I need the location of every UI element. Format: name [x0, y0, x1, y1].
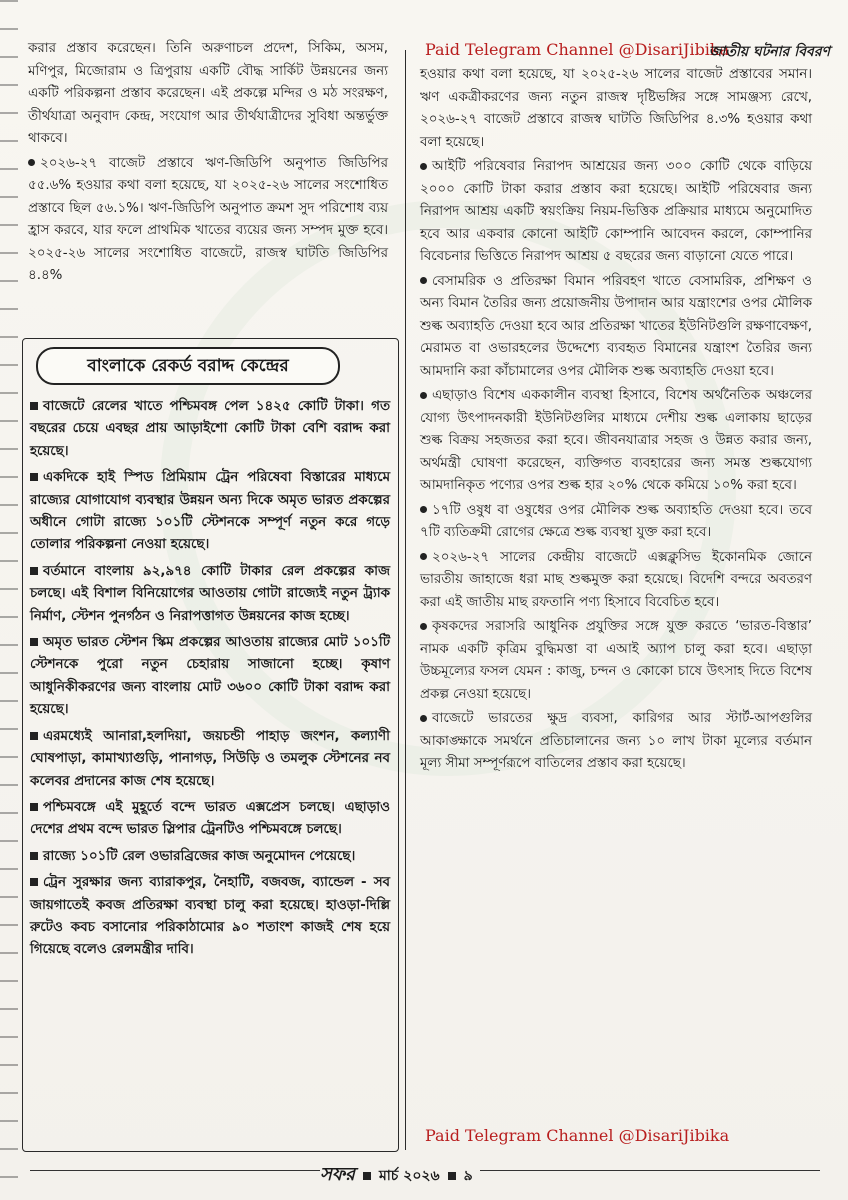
box-item: এরমধ্যেই আনারা,হলদিয়া, জয়চন্ডী পাহাড় জংশন, কল্যাণী ঘোষপাড়া, কামাখ্যাগুড়ি, পানাগড়, সিউড়ি ও তমলুক স্টেশনের নব কলেবর প্রদানের কাজ শেষ হয়েছে। [30, 728, 390, 789]
issue-month: মার্চ ২০২৬ [378, 1167, 440, 1184]
left-column-top [28, 38, 388, 290]
square-bullet-icon [30, 803, 38, 811]
box-item: রাজ্যে ১০১টি রেল ওভারব্রিজের কাজ অনুমোদন পেয়েছে। [30, 846, 390, 868]
watermark-top: Paid Telegram Channel @DisariJibika [425, 40, 730, 59]
box-title: বাংলাকে রেকর্ড বরাদ্দ কেন্দ্রের [36, 347, 340, 385]
square-bullet-icon [30, 567, 38, 575]
box-item: বর্তমানে বাংলায় ৯২,৯৭৪ কোটি টাকার রেল প্রকল্পের কাজ চলছে। এই বিশাল বিনিয়োগের আওতায় গোটা রাজ্যেই নতুন ট্র্যাক নির্মাণ, স্টেশন পুনর্গঠন ও নিরাপত্তাগত উন্নয়নের কাজ হচ্ছে। [30, 563, 390, 624]
footer [320, 1160, 473, 1191]
box-item: অমৃত ভারত স্টেশন স্কিম প্রকল্পের আওতায় রাজ্যের মোট ১০১টি স্টেশনকে পুরো নতুন চেহারায় সাজানো হচ্ছে। কৃষাণ আধুনিকীকরণের জন্য বাংলায় মোট ৩৬০০ কোটি টাকা বরাদ্দ করা হয়েছে। [30, 635, 390, 718]
bullet-icon [420, 506, 427, 513]
bullet-icon [420, 392, 427, 399]
square-bullet-icon [30, 473, 38, 481]
square-bullet-icon [30, 638, 38, 646]
bullet-icon [28, 159, 35, 166]
bullet-icon [420, 277, 427, 284]
square-bullet-icon [30, 732, 38, 740]
paragraph: কৃষকদের সরাসরি আধুনিক প্রযুক্তির সঙ্গে যুক্ত করতে ‘ভারত-বিস্তার’ নামক একটি কৃত্রিম বুদ্ধিমত্তা বা এআই অ্যাপ চালু করা হবে। এছাড়া উচ্চমূল্যের ফসল যেমন : কাজু, চন্দন ও কোকো চাষে উৎসাহ দিতে বিশেষ প্রকল্প নেওয়া হয়েছে। [420, 619, 812, 702]
bullet-icon [420, 163, 427, 170]
scan-edge [0, 0, 18, 1200]
paragraph: করার প্রস্তাব করেছেন। তিনি অরুণাচল প্রদেশ, সিকিম, অসম, মণিপুর, মিজোরাম ও ত্রিপুরায় একটি বৌদ্ধ সার্কিট উন্নয়নের জন্য একটি পরিকল্পনা প্রস্তাব করেছেন। এই প্রকল্পে মন্দির ও মঠ সংরক্ষণ, তীর্থযাত্রা অনুবাদ কেন্দ্র, সংযোগ আর তীর্থযাত্রীদের সুবিধা অন্তর্ভুক্ত থাকবে। [28, 41, 388, 146]
footer-rule-left [30, 1170, 320, 1171]
paragraph: ১৭টি ওষুধ বা ওষুধের ওপর মৌলিক শুল্ক অব্যাহতি দেওয়া হবে। তবে ৭টি ব্যতিক্রমী রোগের ক্ষেত্রে শুল্ক ব্যবস্থা যুক্ত করা হবে। [420, 502, 812, 540]
paragraph: বাজেটে ভারতের ক্ষুদ্র ব্যবসা, কারিগর আর স্টার্ট-আপগুলির আকাঙ্ক্ষাকে সমর্থনে প্রতিচালানের জন্য ১০ লাখ টাকা মূল্যের বর্তমান মূল্য সীমা সম্পূর্ণরূপে বাতিলের প্রস্তাব করা হয়েছে। [420, 711, 812, 771]
paragraph: আইটি পরিষেবার নিরাপদ আশ্রয়ের জন্য ৩০০ কোটি থেকে বাড়িয়ে ২০০০ কোটি টাকা করার প্রস্তাব করা হয়েছে। আইটি পরিষেবার জন্য নিরাপদ আশ্রয় একটি স্বয়ংক্রিয় নিয়ম-ভিত্তিক প্রক্রিয়ার মাধ্যমে অনুমোদিত হবে আর একবার কোনো আইটি কোম্পানি আবেদন করলে, কোম্পানির বিবেচনার ভিত্তিতে নিরাপদ আশ্রয় ৫ বছরের জন্য বাড়ানো যেতে পারে। [420, 159, 812, 264]
box-body [30, 396, 390, 966]
page-number: ৯ [463, 1167, 473, 1184]
footer-rule-right [480, 1170, 820, 1171]
paragraph: হওয়ার কথা বলা হয়েছে, যা ২০২৫-২৬ সালের বাজেট প্রস্তাবের সমান। ঋণ একত্রীকরণের জন্য নতুন রাজস্ব দৃষ্টিভঙ্গির সঙ্গে সামঞ্জস্য রেখে, ২০২৬-২৭ বাজেট প্রস্তাবে রাজস্ব ঘাটতি জিডিপির ৪.৩% হওয়ার কথা বলা হয়েছে। [420, 67, 812, 150]
separator-icon [448, 1172, 456, 1180]
column-divider [405, 50, 406, 1150]
watermark-bottom: Paid Telegram Channel @DisariJibika [425, 1126, 730, 1145]
bullet-icon [420, 553, 427, 560]
square-bullet-icon [30, 878, 38, 886]
paragraph: ২০২৬-২৭ সালের কেন্দ্রীয় বাজেটে এক্সক্লুসিভ ইকোনমিক জোনে ভারতীয় জাহাজে ধরা মাছ শুল্কমুক্ত করা হয়েছে। বিদেশি বন্দরে অবতরণ করা এই জাতীয় মাছ রফতানি পণ্য হিসাবে বিবেচিত হবে। [420, 549, 812, 610]
box-item: ট্রেন সুরক্ষার জন্য ব্যারাকপুর, নৈহাটি, বজবজ, ব্যান্ডেল - সব জায়গাতেই কবজ প্রতিরক্ষা ব্যবস্থা চালু করা হয়েছে। হাওড়া-দিল্লি রুটেও কবচ বসানোর পরিকাঠামোর ৯০ শতাংশ কাজই শেষ হয়ে গিয়েছে বলেও রেলমন্ত্রীর দাবি। [30, 875, 390, 958]
paragraph: ২০২৬-২৭ বাজেট প্রস্তাবে ঋণ-জিডিপি অনুপাত জিডিপির ৫৫.৬% হওয়ার কথা বলা হয়েছে, যা ২০২৫-২৬ সালের সংশোধিত প্রস্তাবে ছিল ৫৬.১%। ঋণ-জিডিপি অনুপাত ক্রমশ সুদ পরিশোধ ব্যয় হ্রাস করবে, যার ফলে প্রাথমিক খাতের ব্যয়ের জন্য সম্পদ মুক্ত হবে। ২০২৫-২৬ সালের সংশোধিত বাজেটে, রাজস্ব ঘাটতি জিডিপির ৪.৪% [28, 155, 388, 283]
section-title: জাতীয় ঘটনার বিবরণ [708, 44, 830, 60]
separator-icon [363, 1172, 371, 1180]
paragraph: এছাড়াও বিশেষ এককালীন ব্যবস্থা হিসাবে, বিশেষ অর্থনৈতিক অঞ্চলের যোগ্য উৎপাদনকারী ইউনিটগুলির মাধ্যমে দেশীয় শুল্ক এলাকায় ছাড়ের শুল্ক বিক্রয় সহজতর করা হবে। জীবনযাত্রার সহজ ও উন্নত করার জন্য, অর্থমন্ত্রী ঘোষণা করেছেন, ব্যক্তিগত ব্যবহারের জন্য সমস্ত শুল্কযোগ্য আমদানিকৃত পণ্যের ওপর শুল্ক হার ২০% থেকে কমিয়ে ১০% করা হবে। [420, 388, 812, 493]
square-bullet-icon [30, 852, 38, 860]
square-bullet-icon [30, 402, 38, 410]
box-item: একদিকে হাই স্পিড প্রিমিয়াম ট্রেন পরিষেবা বিস্তারের মাধ্যমে রাজ্যের যোগাযোগ ব্যবস্থার উন্নয়ন অন্য দিকে অমৃত ভারত প্রকল্পের অধীনে গোটা রাজ্যে ১০১টি স্টেশনকে সম্পূর্ণ নতুন করে গড়ে তোলার পরিকল্পনা নেওয়া হয়েছে। [30, 470, 390, 553]
box-item: বাজেটে রেলের খাতে পশ্চিমবঙ্গ পেল ১৪২৫ কোটি টাকা। গত বছরের চেয়ে এবছর প্রায় আড়াইশো কোটি টাকা বেশি বরাদ্দ করা হয়েছে। [30, 399, 390, 459]
paragraph: বেসামরিক ও প্রতিরক্ষা বিমান পরিবহণ খাতে বেসামরিক, প্রশিক্ষণ ও অন্য বিমান তৈরির জন্য প্রয়োজনীয় উপাদান আর যন্ত্রাংশের ওপর মৌলিক শুল্ক অব্যাহতি দেওয়া হবে আর প্রতিরক্ষা খাতের ইউনিটগুলি রক্ষণাবেক্ষণ, মেরামত বা ওভারহলের উদ্দেশ্যে ব্যবহৃত বিমানের যন্ত্রাংশ তৈরির জন্য আমদানি করা কাঁচামালের ওপর মৌলিক শুল্ক অব্যাহতি দেওয়া হবে। [420, 273, 812, 379]
right-column [420, 64, 812, 778]
bullet-icon [420, 623, 427, 630]
box-item: পশ্চিমবঙ্গে এই মুহূর্তে বন্দে ভারত এক্সপ্রেস চলছে। এছাড়াও দেশের প্রথম বন্দে ভারত স্লিপার ট্রেনটিও পশ্চিমবঙ্গে চলছে। [30, 799, 390, 838]
bullet-icon [420, 715, 427, 722]
magazine-logo: সফর [320, 1164, 355, 1185]
